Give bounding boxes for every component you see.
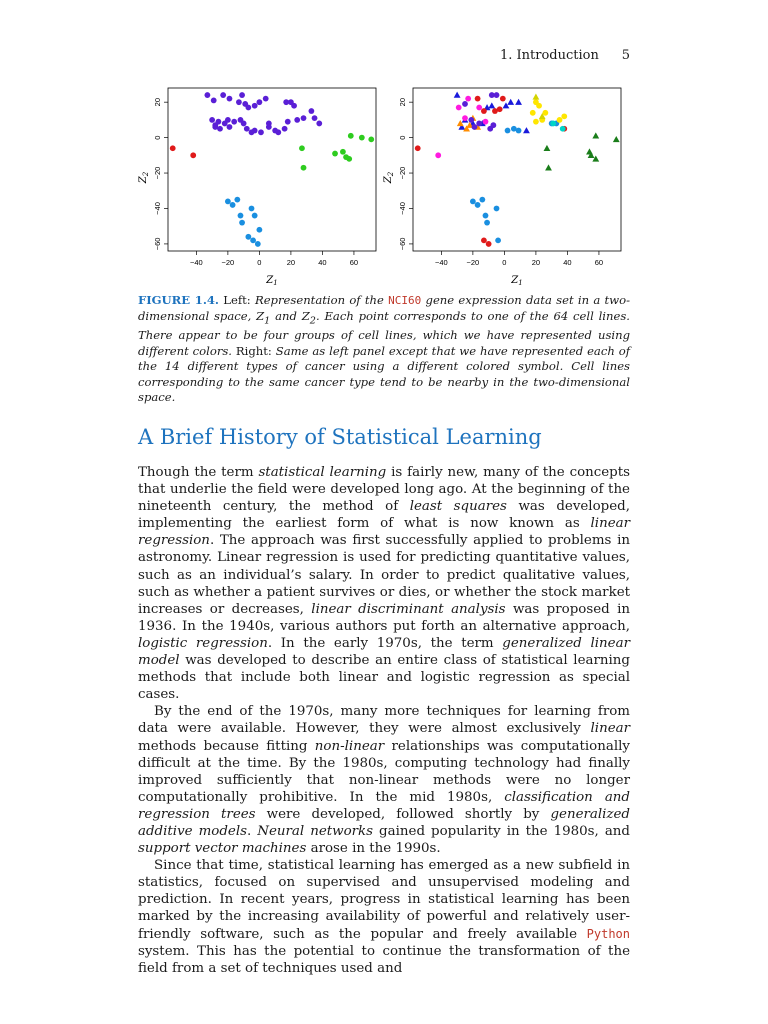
x-tick-label: 40 (318, 258, 327, 267)
data-point (212, 124, 218, 130)
p1-text: Though the term (138, 465, 259, 480)
caption-sub-1: 1 (264, 314, 271, 326)
data-point (542, 110, 548, 116)
data-point (494, 206, 500, 212)
y-axis-label: $Z_2$ (383, 171, 395, 184)
data-point-triangle (592, 132, 599, 138)
data-point (244, 126, 250, 132)
data-point (415, 145, 421, 151)
data-point (291, 103, 297, 109)
data-point (239, 220, 245, 226)
data-point (308, 108, 314, 114)
caption-text-2: gene expression data set in a two-dimensional space, Z (138, 293, 631, 323)
p2-text: gained popularity in the 1980s, and (373, 823, 631, 839)
data-point (283, 99, 289, 105)
data-point (486, 241, 492, 247)
data-point (456, 105, 462, 111)
data-point (476, 121, 482, 127)
data-point (561, 113, 567, 119)
data-point (282, 126, 288, 132)
page-number: 5 (621, 48, 630, 63)
figure-plots (138, 80, 638, 290)
data-point (252, 103, 258, 109)
data-point-triangle (507, 99, 514, 105)
y-tick-label: 20 (153, 98, 162, 107)
figure-1-4 (138, 80, 638, 290)
data-point (236, 99, 242, 105)
p2-text: relationships was computationally difficult at the time. By the 1980s, computing technology had finally improved sufficiently that non-linear methods were no longer computationally prohibitive. In the mid 1980s, (138, 738, 630, 805)
plot-frame (168, 88, 376, 251)
x-tick-label: −40 (189, 258, 203, 267)
paragraph-2 (138, 703, 630, 857)
p2-term: generalized additive models (138, 806, 630, 839)
data-point (256, 227, 262, 233)
data-point (294, 117, 300, 123)
data-point (530, 110, 536, 116)
y-tick-label: −20 (398, 166, 407, 180)
caption-text-4: . Each point corresponds to one of the 64 cell lines. There appear to be four groups of cell lines, which we have represented using different colors. (138, 308, 630, 358)
data-point-triangle (523, 127, 530, 133)
data-point (500, 96, 506, 102)
caption-text-1: Representation of the (250, 293, 389, 307)
data-point (359, 135, 365, 141)
data-point (227, 96, 233, 102)
data-point (340, 149, 346, 155)
data-point (550, 121, 556, 127)
data-point (490, 122, 496, 128)
data-point (462, 115, 468, 121)
data-point (209, 117, 215, 123)
paragraph-1 (138, 464, 630, 703)
x-tick-label: 20 (286, 258, 296, 267)
data-point (255, 241, 261, 247)
data-point (484, 220, 490, 226)
data-point (170, 145, 176, 151)
data-point (468, 117, 474, 123)
data-point (190, 152, 196, 158)
data-point (472, 124, 478, 130)
section-title: A Brief History of Statistical Learning (138, 425, 542, 449)
p2-text: arose in the 1990s. (306, 841, 441, 857)
data-point (275, 129, 281, 135)
data-point (225, 117, 231, 123)
caption-lead: Left: (223, 293, 251, 307)
data-point (516, 128, 522, 134)
data-point (470, 198, 476, 204)
data-point (497, 106, 503, 112)
p2-text: By the end of the 1970s, many more techniques for learning from data were available. However, they were almost exclusively (138, 704, 630, 737)
data-point (475, 202, 481, 208)
data-point (239, 92, 245, 98)
p1-text: is fairly new, many of the concepts that underlie the field were developed long ago. At the beginning of the nineteenth century, the method of (138, 465, 630, 515)
data-point (249, 206, 255, 212)
x-tick-label: 20 (531, 258, 541, 267)
x-tick-label: −40 (434, 258, 448, 267)
data-point (252, 213, 258, 219)
data-point-triangle (454, 92, 461, 98)
x-tick-label: −20 (221, 258, 235, 267)
caption-code: NCI60 (388, 294, 422, 307)
p1-term: logistic regression (138, 635, 268, 651)
y-tick-label: 0 (398, 135, 407, 140)
p2-text: . (246, 823, 258, 839)
data-point (462, 101, 468, 107)
data-point (238, 213, 244, 219)
caption-label: FIGURE 1.4. (138, 293, 219, 307)
data-point (368, 136, 374, 142)
data-point (263, 96, 269, 102)
x-tick-label: 0 (257, 258, 262, 267)
p1-text: was developed to describe an entire class of statistical learning methods that include both linear and logistic regression as special cases. (138, 653, 630, 703)
p2-text: methods because fitting (138, 738, 315, 754)
data-point-triangle (544, 145, 551, 151)
x-tick-label: 60 (349, 258, 359, 267)
paragraph-3 (138, 857, 630, 977)
data-point (483, 213, 489, 219)
data-point (231, 119, 237, 125)
scatter-panel (383, 88, 621, 287)
plot-frame (413, 88, 621, 251)
data-point (245, 234, 251, 240)
p3-text: system. This has the potential to continue the transformation of the field from a set of techniques used and (138, 943, 630, 976)
data-point (348, 133, 354, 139)
scatter-panel (138, 88, 376, 287)
p3-code: Python (586, 926, 630, 941)
data-point (204, 92, 210, 98)
caption-text-5: Same as left panel except that we have represented each of the 14 different types of cancer using a different colored symbol. Cell lines corresponding to the same cancer type tend to be nearby in the two-dimensional space. (138, 343, 631, 405)
data-point-triangle (488, 102, 495, 108)
caption-right: Right: (232, 343, 272, 358)
data-point (494, 92, 500, 98)
data-point (536, 103, 542, 109)
caption-text-3: and Z (270, 308, 310, 323)
body-text (138, 464, 630, 977)
x-tick-label: 40 (563, 258, 572, 267)
y-tick-label: 0 (153, 135, 162, 140)
data-point (481, 237, 487, 243)
p1-term: linear discriminant analysis (311, 601, 506, 617)
chapter-title: 1. Introduction (500, 48, 599, 63)
p2-term: non-linear (314, 738, 385, 754)
data-point-triangle (545, 164, 552, 170)
data-point-triangle (613, 136, 620, 142)
data-point (225, 198, 231, 204)
p2-term: support vector machines (138, 841, 307, 857)
p3-text: Since that time, statistical learning has emerged as a new subfield in statistics, focused on supervised and unsupervised modeling and prediction. In recent years, progress in statistical learning has been marked by the increasing availability of powerful and relatively user-friendly software, such as the popular and freely available (138, 858, 630, 942)
data-point (476, 105, 482, 111)
figure-caption (138, 293, 630, 406)
p2-term: Neural networks (257, 823, 374, 839)
data-point (220, 92, 226, 98)
data-point (285, 119, 291, 125)
data-point (252, 128, 258, 134)
data-point (227, 124, 233, 130)
data-point (495, 237, 501, 243)
y-tick-label: −40 (153, 202, 162, 215)
data-point (312, 115, 318, 121)
x-tick-label: −20 (466, 258, 480, 267)
p2-term: linear (590, 721, 630, 737)
data-point (346, 156, 352, 162)
p2-term: classification and regression trees (138, 789, 630, 822)
p1-term: statistical learning (258, 465, 387, 480)
p1-text: was proposed in 1936. In the 1940s, various authors put forth an alternative approach, (138, 601, 630, 634)
data-point-triangle (533, 93, 540, 99)
p1-text: was developed, implementing the earliest form of what is now known as (138, 499, 630, 532)
data-point (465, 96, 471, 102)
p1-text: . The approach was first successfully applied to problems in astronomy. Linear regression is used for predicting quantitative values, such as an individual’s salary. In order to predict qualitative values, such as whether a patient survives or dies, or whether the stock market increases or decreases, (138, 533, 630, 617)
data-point (230, 202, 236, 208)
data-point (316, 121, 322, 127)
data-point (560, 126, 566, 132)
data-point (301, 165, 307, 171)
data-point (245, 105, 251, 111)
x-axis-label: $Z_1$ (511, 275, 523, 287)
data-point (505, 128, 511, 134)
data-point (301, 115, 307, 121)
data-point (211, 98, 217, 104)
data-point (332, 151, 338, 157)
y-tick-label: −20 (153, 166, 162, 180)
data-point (299, 145, 305, 151)
data-point (241, 121, 247, 127)
y-axis-label: $Z_2$ (138, 171, 150, 184)
data-point (479, 197, 485, 203)
x-tick-label: 60 (594, 258, 604, 267)
data-point (250, 237, 256, 243)
p1-term: linear regression (138, 516, 630, 549)
data-point (216, 119, 222, 125)
p1-term: generalized linear model (138, 635, 630, 669)
data-point (475, 96, 481, 102)
p2-text: were developed, followed shortly by (255, 806, 551, 822)
data-point (234, 197, 240, 203)
p1-text: . In the early 1970s, the term (267, 635, 503, 651)
p1-term: least squares (409, 499, 507, 515)
x-axis-label: $Z_1$ (266, 275, 278, 287)
y-tick-label: −40 (398, 202, 407, 215)
data-point-triangle (515, 99, 522, 105)
caption-sub-2: 2 (309, 314, 316, 326)
y-tick-label: 20 (398, 98, 407, 107)
y-tick-label: −60 (398, 237, 407, 251)
data-point (256, 99, 262, 105)
data-point (557, 117, 563, 123)
data-point (533, 119, 539, 125)
data-point (258, 129, 264, 135)
y-tick-label: −60 (153, 237, 162, 251)
x-tick-label: 0 (502, 258, 507, 267)
data-point (435, 152, 441, 158)
data-point (481, 108, 487, 114)
data-point (483, 119, 489, 125)
data-point (266, 124, 272, 130)
